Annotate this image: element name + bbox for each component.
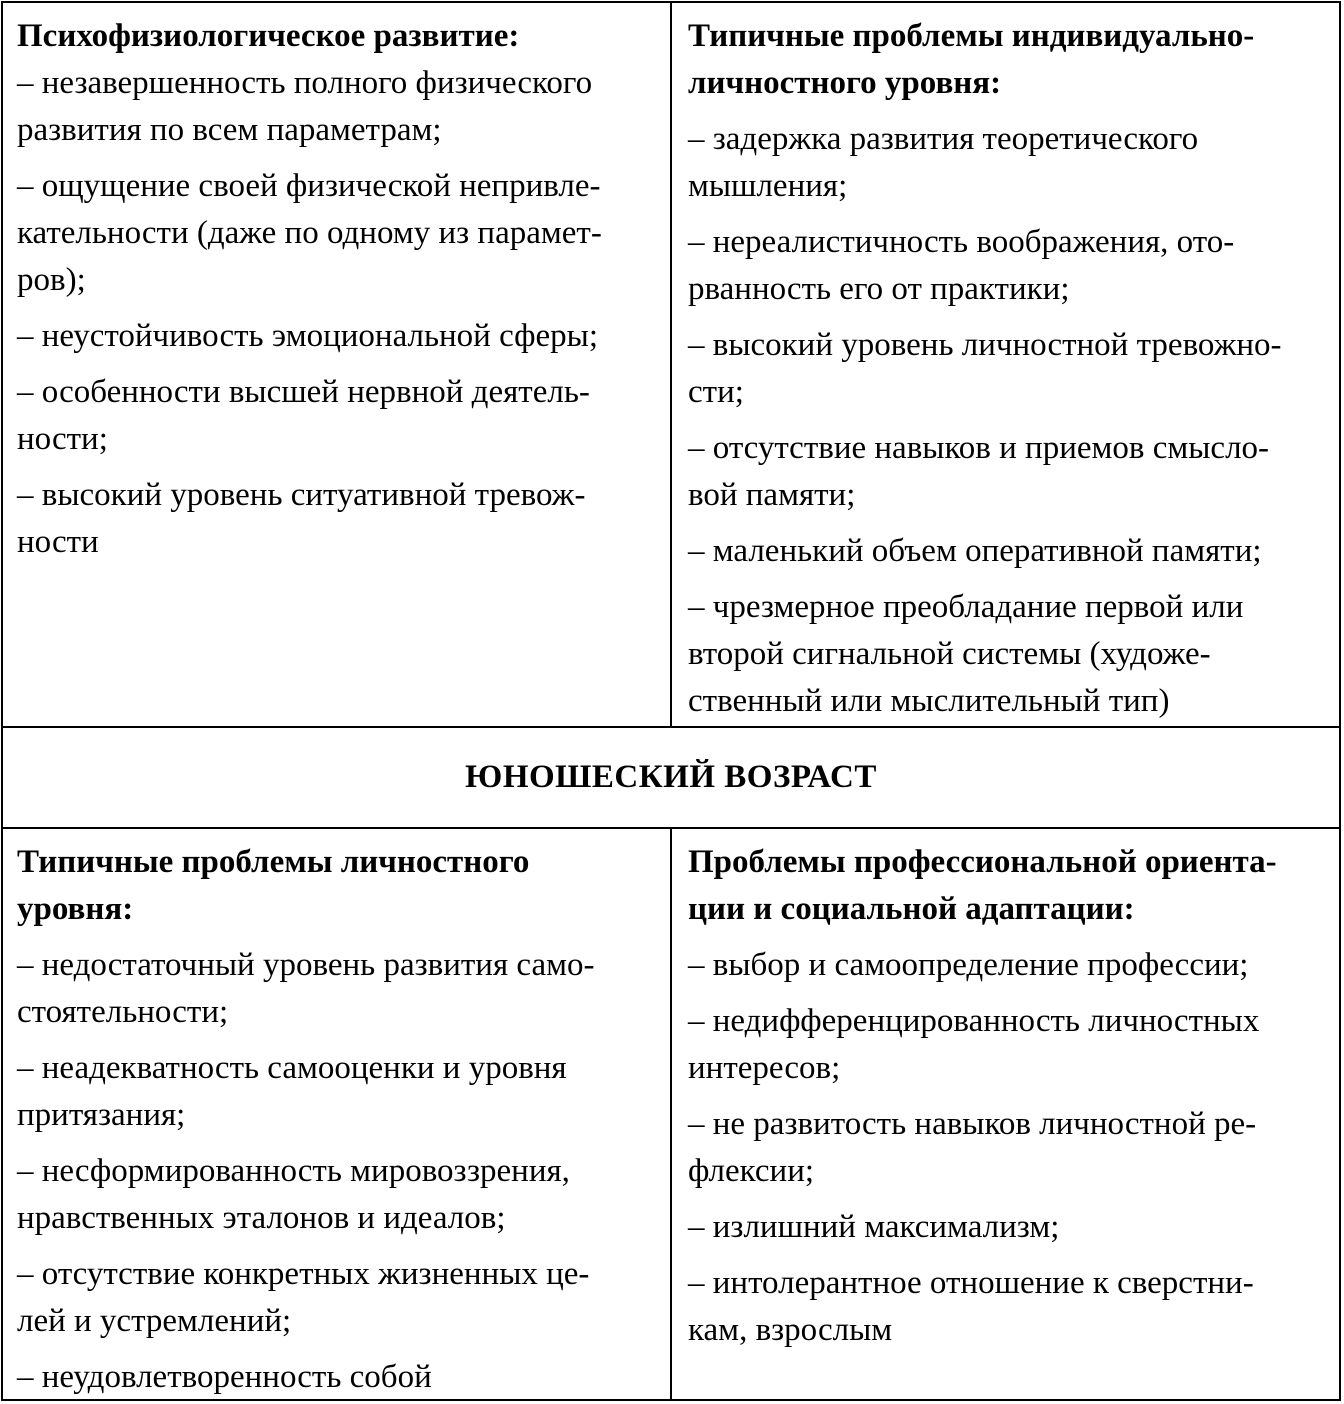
cell-heading: Психофизиологическое развитие: (17, 18, 520, 54)
cell-heading: Проблемы профессиональной ориента- ции и социальной адаптации: (688, 844, 1277, 927)
cell-heading: Типичные проблемы личностного уровня: (17, 844, 530, 927)
section-title: ЮНОШЕСКИЙ ВОЗРАСТ (465, 759, 877, 795)
list-item: – чрезмерное преобладание первой или второй сигнальной системы (художе- ственный или мыслительный тип) (688, 589, 1244, 719)
cell-psychophysiological-development (3, 3, 672, 726)
list-item: – неадекватность самооценки и уровня притязания; (17, 1050, 567, 1133)
table-row-section-title (3, 728, 1339, 829)
list-item: – недостаточный уровень развития само- стоятельности; (17, 947, 595, 1030)
cell-personal-level-problems (3, 829, 672, 1401)
list-item: – выбор и самоопределение профессии; (688, 947, 1249, 983)
list-item: – высокий уровень ситуативной тревож- ности (17, 477, 586, 560)
list-item: – неудовлетворенность собой (17, 1359, 432, 1395)
cell-individual-personal-problems (672, 3, 1339, 726)
list-item: – высокий уровень личностной тревожно- сти; (688, 327, 1282, 410)
table-row-top (3, 3, 1339, 728)
list-item: – недифференцированность личностных интересов; (688, 1003, 1260, 1086)
list-item: – несформированность мировоззрения, нравственных эталонов и идеалов; (17, 1153, 570, 1236)
cell-heading: Типичные проблемы индивидуально- личностного уровня: (688, 18, 1255, 101)
table-row-bottom (3, 829, 1339, 1401)
list-item: – особенности высшей нервной деятель- ности; (17, 374, 590, 457)
list-item: – отсутствие навыков и приемов смысло- вой памяти; (688, 430, 1270, 513)
list-item: – отсутствие конкретных жизненных це- лей и устремлений; (17, 1256, 590, 1339)
list-item: – не развитость навыков личностной ре- флексии; (688, 1106, 1257, 1189)
list-item: – нереалистичность воображения, ото- рванность его от практики; (688, 224, 1235, 307)
list-item: – излишний максимализм; (688, 1209, 1060, 1245)
list-item: – незавершенность полного физического развития по всем параметрам; (17, 65, 593, 148)
list-item: – задержка развития теоретического мышления; (688, 121, 1199, 204)
list-item: – неустойчивость эмоциональной сферы; (17, 318, 599, 354)
cell-professional-orientation-problems (672, 829, 1339, 1401)
list-item: – маленький объем оперативной памяти; (688, 533, 1262, 569)
problems-table (1, 1, 1341, 1401)
list-item: – ощущение своей физической непривле- кательности (даже по одному из парамет- ров); (17, 168, 602, 298)
list-item: – интолерантное отношение к сверстни- кам, взрослым (688, 1265, 1254, 1348)
